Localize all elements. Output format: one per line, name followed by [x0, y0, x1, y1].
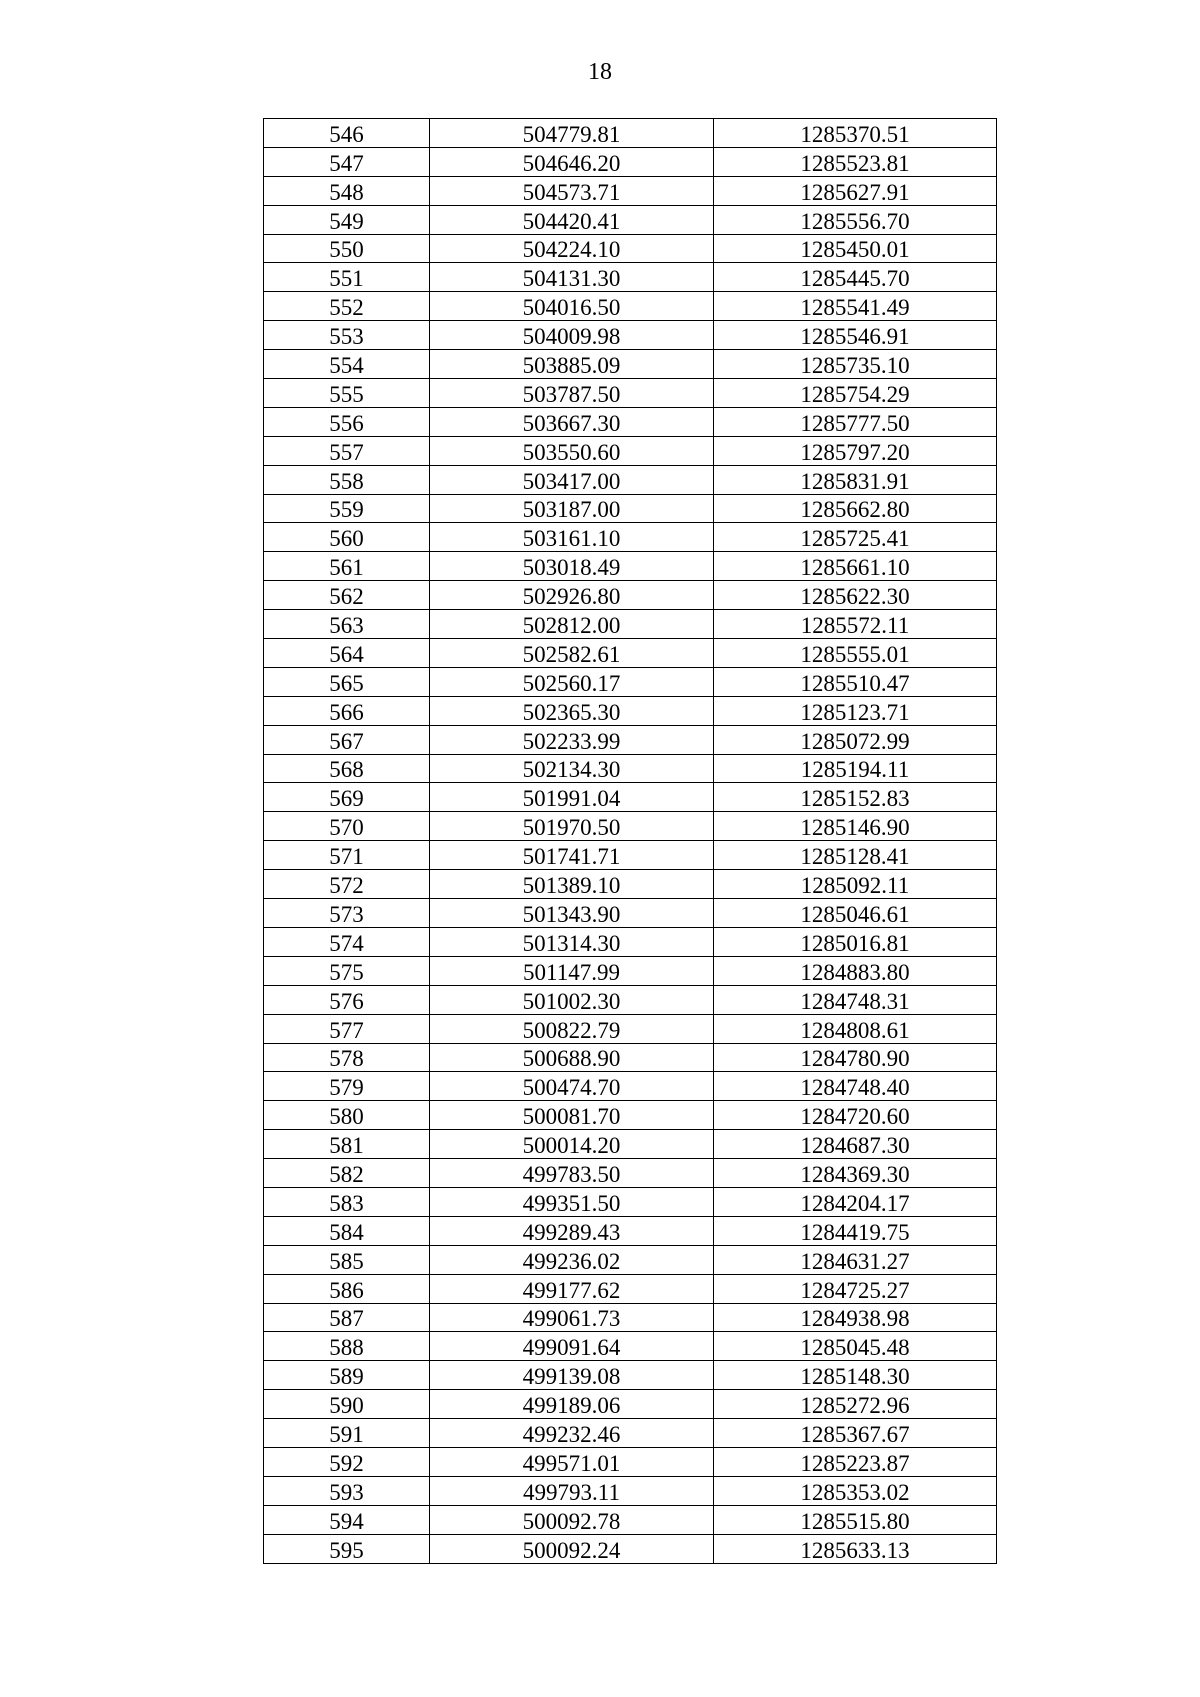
y-coordinate-cell: 1284419.75: [714, 1216, 997, 1245]
point-number-cell: 568: [264, 754, 430, 783]
point-number-cell: 571: [264, 841, 430, 870]
table-row: [264, 899, 997, 928]
point-number-cell: 560: [264, 523, 430, 552]
table-row: [264, 639, 997, 668]
table-row: [264, 754, 997, 783]
table-row: [264, 725, 997, 754]
y-coordinate-cell: 1285128.41: [714, 841, 997, 870]
table-row: [264, 119, 997, 148]
x-coordinate-cell: 500092.24: [430, 1534, 714, 1563]
point-number-cell: 592: [264, 1447, 430, 1476]
y-coordinate-cell: 1285622.30: [714, 581, 997, 610]
table-row: [264, 1187, 997, 1216]
y-coordinate-cell: 1285777.50: [714, 407, 997, 436]
y-coordinate-cell: 1284720.60: [714, 1101, 997, 1130]
y-coordinate-cell: 1285556.70: [714, 205, 997, 234]
point-number-cell: 583: [264, 1187, 430, 1216]
y-coordinate-cell: 1284883.80: [714, 956, 997, 985]
point-number-cell: 576: [264, 985, 430, 1014]
table-row: [264, 1447, 997, 1476]
y-coordinate-cell: 1285754.29: [714, 379, 997, 408]
table-row: [264, 985, 997, 1014]
table-row: [264, 292, 997, 321]
x-coordinate-cell: 499351.50: [430, 1187, 714, 1216]
table-row: [264, 696, 997, 725]
table-row: [264, 812, 997, 841]
table-row: [264, 1419, 997, 1448]
y-coordinate-cell: 1285016.81: [714, 927, 997, 956]
point-number-cell: 551: [264, 263, 430, 292]
y-coordinate-cell: 1284687.30: [714, 1130, 997, 1159]
table-row: [264, 205, 997, 234]
x-coordinate-cell: 504009.98: [430, 321, 714, 350]
point-number-cell: 593: [264, 1476, 430, 1505]
table-row: [264, 1043, 997, 1072]
x-coordinate-cell: 499289.43: [430, 1216, 714, 1245]
point-number-cell: 553: [264, 321, 430, 350]
table-row: [264, 1014, 997, 1043]
x-coordinate-cell: 503161.10: [430, 523, 714, 552]
y-coordinate-cell: 1284369.30: [714, 1159, 997, 1188]
table-row: [264, 927, 997, 956]
y-coordinate-cell: 1285123.71: [714, 696, 997, 725]
point-number-cell: 584: [264, 1216, 430, 1245]
point-number-cell: 549: [264, 205, 430, 234]
x-coordinate-cell: 499793.11: [430, 1476, 714, 1505]
table-row: [264, 436, 997, 465]
table-row: [264, 581, 997, 610]
point-number-cell: 590: [264, 1390, 430, 1419]
x-coordinate-cell: 501147.99: [430, 956, 714, 985]
y-coordinate-cell: 1285353.02: [714, 1476, 997, 1505]
x-coordinate-cell: 504131.30: [430, 263, 714, 292]
x-coordinate-cell: 499091.64: [430, 1332, 714, 1361]
x-coordinate-cell: 503787.50: [430, 379, 714, 408]
point-number-cell: 547: [264, 147, 430, 176]
y-coordinate-cell: 1284808.61: [714, 1014, 997, 1043]
y-coordinate-cell: 1285523.81: [714, 147, 997, 176]
point-number-cell: 546: [264, 119, 430, 148]
x-coordinate-cell: 504779.81: [430, 119, 714, 148]
x-coordinate-cell: 503417.00: [430, 465, 714, 494]
table-row: [264, 407, 997, 436]
y-coordinate-cell: 1285445.70: [714, 263, 997, 292]
x-coordinate-cell: 499236.02: [430, 1245, 714, 1274]
table-row: [264, 1159, 997, 1188]
point-number-cell: 557: [264, 436, 430, 465]
y-coordinate-cell: 1285146.90: [714, 812, 997, 841]
table-row: [264, 1505, 997, 1534]
point-number-cell: 587: [264, 1303, 430, 1332]
table-row: [264, 465, 997, 494]
x-coordinate-cell: 503550.60: [430, 436, 714, 465]
point-number-cell: 581: [264, 1130, 430, 1159]
point-number-cell: 559: [264, 494, 430, 523]
point-number-cell: 561: [264, 552, 430, 581]
table-row: [264, 841, 997, 870]
y-coordinate-cell: 1285272.96: [714, 1390, 997, 1419]
table-row: [264, 1245, 997, 1274]
point-number-cell: 572: [264, 870, 430, 899]
x-coordinate-cell: 501314.30: [430, 927, 714, 956]
table-row: [264, 147, 997, 176]
point-number-cell: 566: [264, 696, 430, 725]
x-coordinate-cell: 501741.71: [430, 841, 714, 870]
x-coordinate-cell: 502560.17: [430, 667, 714, 696]
y-coordinate-cell: 1285831.91: [714, 465, 997, 494]
table-row: [264, 234, 997, 263]
y-coordinate-cell: 1285152.83: [714, 783, 997, 812]
point-number-cell: 578: [264, 1043, 430, 1072]
point-number-cell: 550: [264, 234, 430, 263]
point-number-cell: 552: [264, 292, 430, 321]
point-number-cell: 563: [264, 610, 430, 639]
y-coordinate-cell: 1284204.17: [714, 1187, 997, 1216]
x-coordinate-cell: 504224.10: [430, 234, 714, 263]
table-row: [264, 870, 997, 899]
y-coordinate-cell: 1285627.91: [714, 176, 997, 205]
y-coordinate-cell: 1285510.47: [714, 667, 997, 696]
x-coordinate-cell: 502134.30: [430, 754, 714, 783]
y-coordinate-cell: 1285662.80: [714, 494, 997, 523]
table-row: [264, 610, 997, 639]
x-coordinate-cell: 502582.61: [430, 639, 714, 668]
y-coordinate-cell: 1284748.40: [714, 1072, 997, 1101]
point-number-cell: 579: [264, 1072, 430, 1101]
point-number-cell: 548: [264, 176, 430, 205]
table-row: [264, 1361, 997, 1390]
y-coordinate-cell: 1284780.90: [714, 1043, 997, 1072]
x-coordinate-cell: 500081.70: [430, 1101, 714, 1130]
y-coordinate-cell: 1285735.10: [714, 350, 997, 379]
y-coordinate-cell: 1285541.49: [714, 292, 997, 321]
x-coordinate-cell: 500474.70: [430, 1072, 714, 1101]
y-coordinate-cell: 1285797.20: [714, 436, 997, 465]
x-coordinate-cell: 499061.73: [430, 1303, 714, 1332]
table-row: [264, 783, 997, 812]
y-coordinate-cell: 1285148.30: [714, 1361, 997, 1390]
point-number-cell: 555: [264, 379, 430, 408]
y-coordinate-cell: 1285515.80: [714, 1505, 997, 1534]
x-coordinate-cell: 504016.50: [430, 292, 714, 321]
point-number-cell: 595: [264, 1534, 430, 1563]
y-coordinate-cell: 1284631.27: [714, 1245, 997, 1274]
point-number-cell: 588: [264, 1332, 430, 1361]
x-coordinate-cell: 499232.46: [430, 1419, 714, 1448]
point-number-cell: 582: [264, 1159, 430, 1188]
x-coordinate-cell: 502365.30: [430, 696, 714, 725]
x-coordinate-cell: 501991.04: [430, 783, 714, 812]
table-row: [264, 1390, 997, 1419]
point-number-cell: 558: [264, 465, 430, 494]
point-number-cell: 554: [264, 350, 430, 379]
x-coordinate-cell: 504646.20: [430, 147, 714, 176]
point-number-cell: 585: [264, 1245, 430, 1274]
table-row: [264, 263, 997, 292]
point-number-cell: 580: [264, 1101, 430, 1130]
x-coordinate-cell: 501343.90: [430, 899, 714, 928]
y-coordinate-cell: 1285194.11: [714, 754, 997, 783]
x-coordinate-cell: 499571.01: [430, 1447, 714, 1476]
y-coordinate-cell: 1285046.61: [714, 899, 997, 928]
page-number: 18: [588, 59, 612, 85]
table-row: [264, 321, 997, 350]
x-coordinate-cell: 504573.71: [430, 176, 714, 205]
x-coordinate-cell: 503018.49: [430, 552, 714, 581]
x-coordinate-cell: 503885.09: [430, 350, 714, 379]
x-coordinate-cell: 499189.06: [430, 1390, 714, 1419]
point-number-cell: 573: [264, 899, 430, 928]
table-row: [264, 1274, 997, 1303]
y-coordinate-cell: 1285633.13: [714, 1534, 997, 1563]
x-coordinate-cell: 501970.50: [430, 812, 714, 841]
point-number-cell: 567: [264, 725, 430, 754]
point-number-cell: 556: [264, 407, 430, 436]
point-number-cell: 562: [264, 581, 430, 610]
x-coordinate-cell: 500014.20: [430, 1130, 714, 1159]
x-coordinate-cell: 499177.62: [430, 1274, 714, 1303]
x-coordinate-cell: 501002.30: [430, 985, 714, 1014]
y-coordinate-cell: 1285572.11: [714, 610, 997, 639]
table-row: [264, 1534, 997, 1563]
point-number-cell: 569: [264, 783, 430, 812]
point-number-cell: 574: [264, 927, 430, 956]
table-row: [264, 494, 997, 523]
y-coordinate-cell: 1285450.01: [714, 234, 997, 263]
x-coordinate-cell: 504420.41: [430, 205, 714, 234]
table-row: [264, 1476, 997, 1505]
table-row: [264, 1101, 997, 1130]
table-row: [264, 1130, 997, 1159]
table-row: [264, 379, 997, 408]
table-row: [264, 1332, 997, 1361]
point-number-cell: 589: [264, 1361, 430, 1390]
table-row: [264, 667, 997, 696]
coordinates-table-body: [264, 119, 997, 1564]
y-coordinate-cell: 1285370.51: [714, 119, 997, 148]
x-coordinate-cell: 503187.00: [430, 494, 714, 523]
point-number-cell: 564: [264, 639, 430, 668]
y-coordinate-cell: 1284938.98: [714, 1303, 997, 1332]
y-coordinate-cell: 1285223.87: [714, 1447, 997, 1476]
x-coordinate-cell: 499139.08: [430, 1361, 714, 1390]
x-coordinate-cell: 502812.00: [430, 610, 714, 639]
x-coordinate-cell: 501389.10: [430, 870, 714, 899]
y-coordinate-cell: 1285072.99: [714, 725, 997, 754]
table-row: [264, 1072, 997, 1101]
point-number-cell: 586: [264, 1274, 430, 1303]
y-coordinate-cell: 1284725.27: [714, 1274, 997, 1303]
table-row: [264, 956, 997, 985]
y-coordinate-cell: 1285092.11: [714, 870, 997, 899]
table-row: [264, 176, 997, 205]
table-row: [264, 350, 997, 379]
table-row: [264, 1303, 997, 1332]
y-coordinate-cell: 1285367.67: [714, 1419, 997, 1448]
y-coordinate-cell: 1285555.01: [714, 639, 997, 668]
y-coordinate-cell: 1285546.91: [714, 321, 997, 350]
y-coordinate-cell: 1284748.31: [714, 985, 997, 1014]
point-number-cell: 591: [264, 1419, 430, 1448]
x-coordinate-cell: 503667.30: [430, 407, 714, 436]
x-coordinate-cell: 502233.99: [430, 725, 714, 754]
x-coordinate-cell: 500092.78: [430, 1505, 714, 1534]
point-number-cell: 594: [264, 1505, 430, 1534]
x-coordinate-cell: 500822.79: [430, 1014, 714, 1043]
y-coordinate-cell: 1285725.41: [714, 523, 997, 552]
point-number-cell: 570: [264, 812, 430, 841]
point-number-cell: 575: [264, 956, 430, 985]
table-row: [264, 552, 997, 581]
point-number-cell: 577: [264, 1014, 430, 1043]
coordinates-table: [263, 118, 997, 1564]
table-row: [264, 523, 997, 552]
x-coordinate-cell: 499783.50: [430, 1159, 714, 1188]
y-coordinate-cell: 1285661.10: [714, 552, 997, 581]
table-row: [264, 1216, 997, 1245]
x-coordinate-cell: 500688.90: [430, 1043, 714, 1072]
y-coordinate-cell: 1285045.48: [714, 1332, 997, 1361]
point-number-cell: 565: [264, 667, 430, 696]
x-coordinate-cell: 502926.80: [430, 581, 714, 610]
